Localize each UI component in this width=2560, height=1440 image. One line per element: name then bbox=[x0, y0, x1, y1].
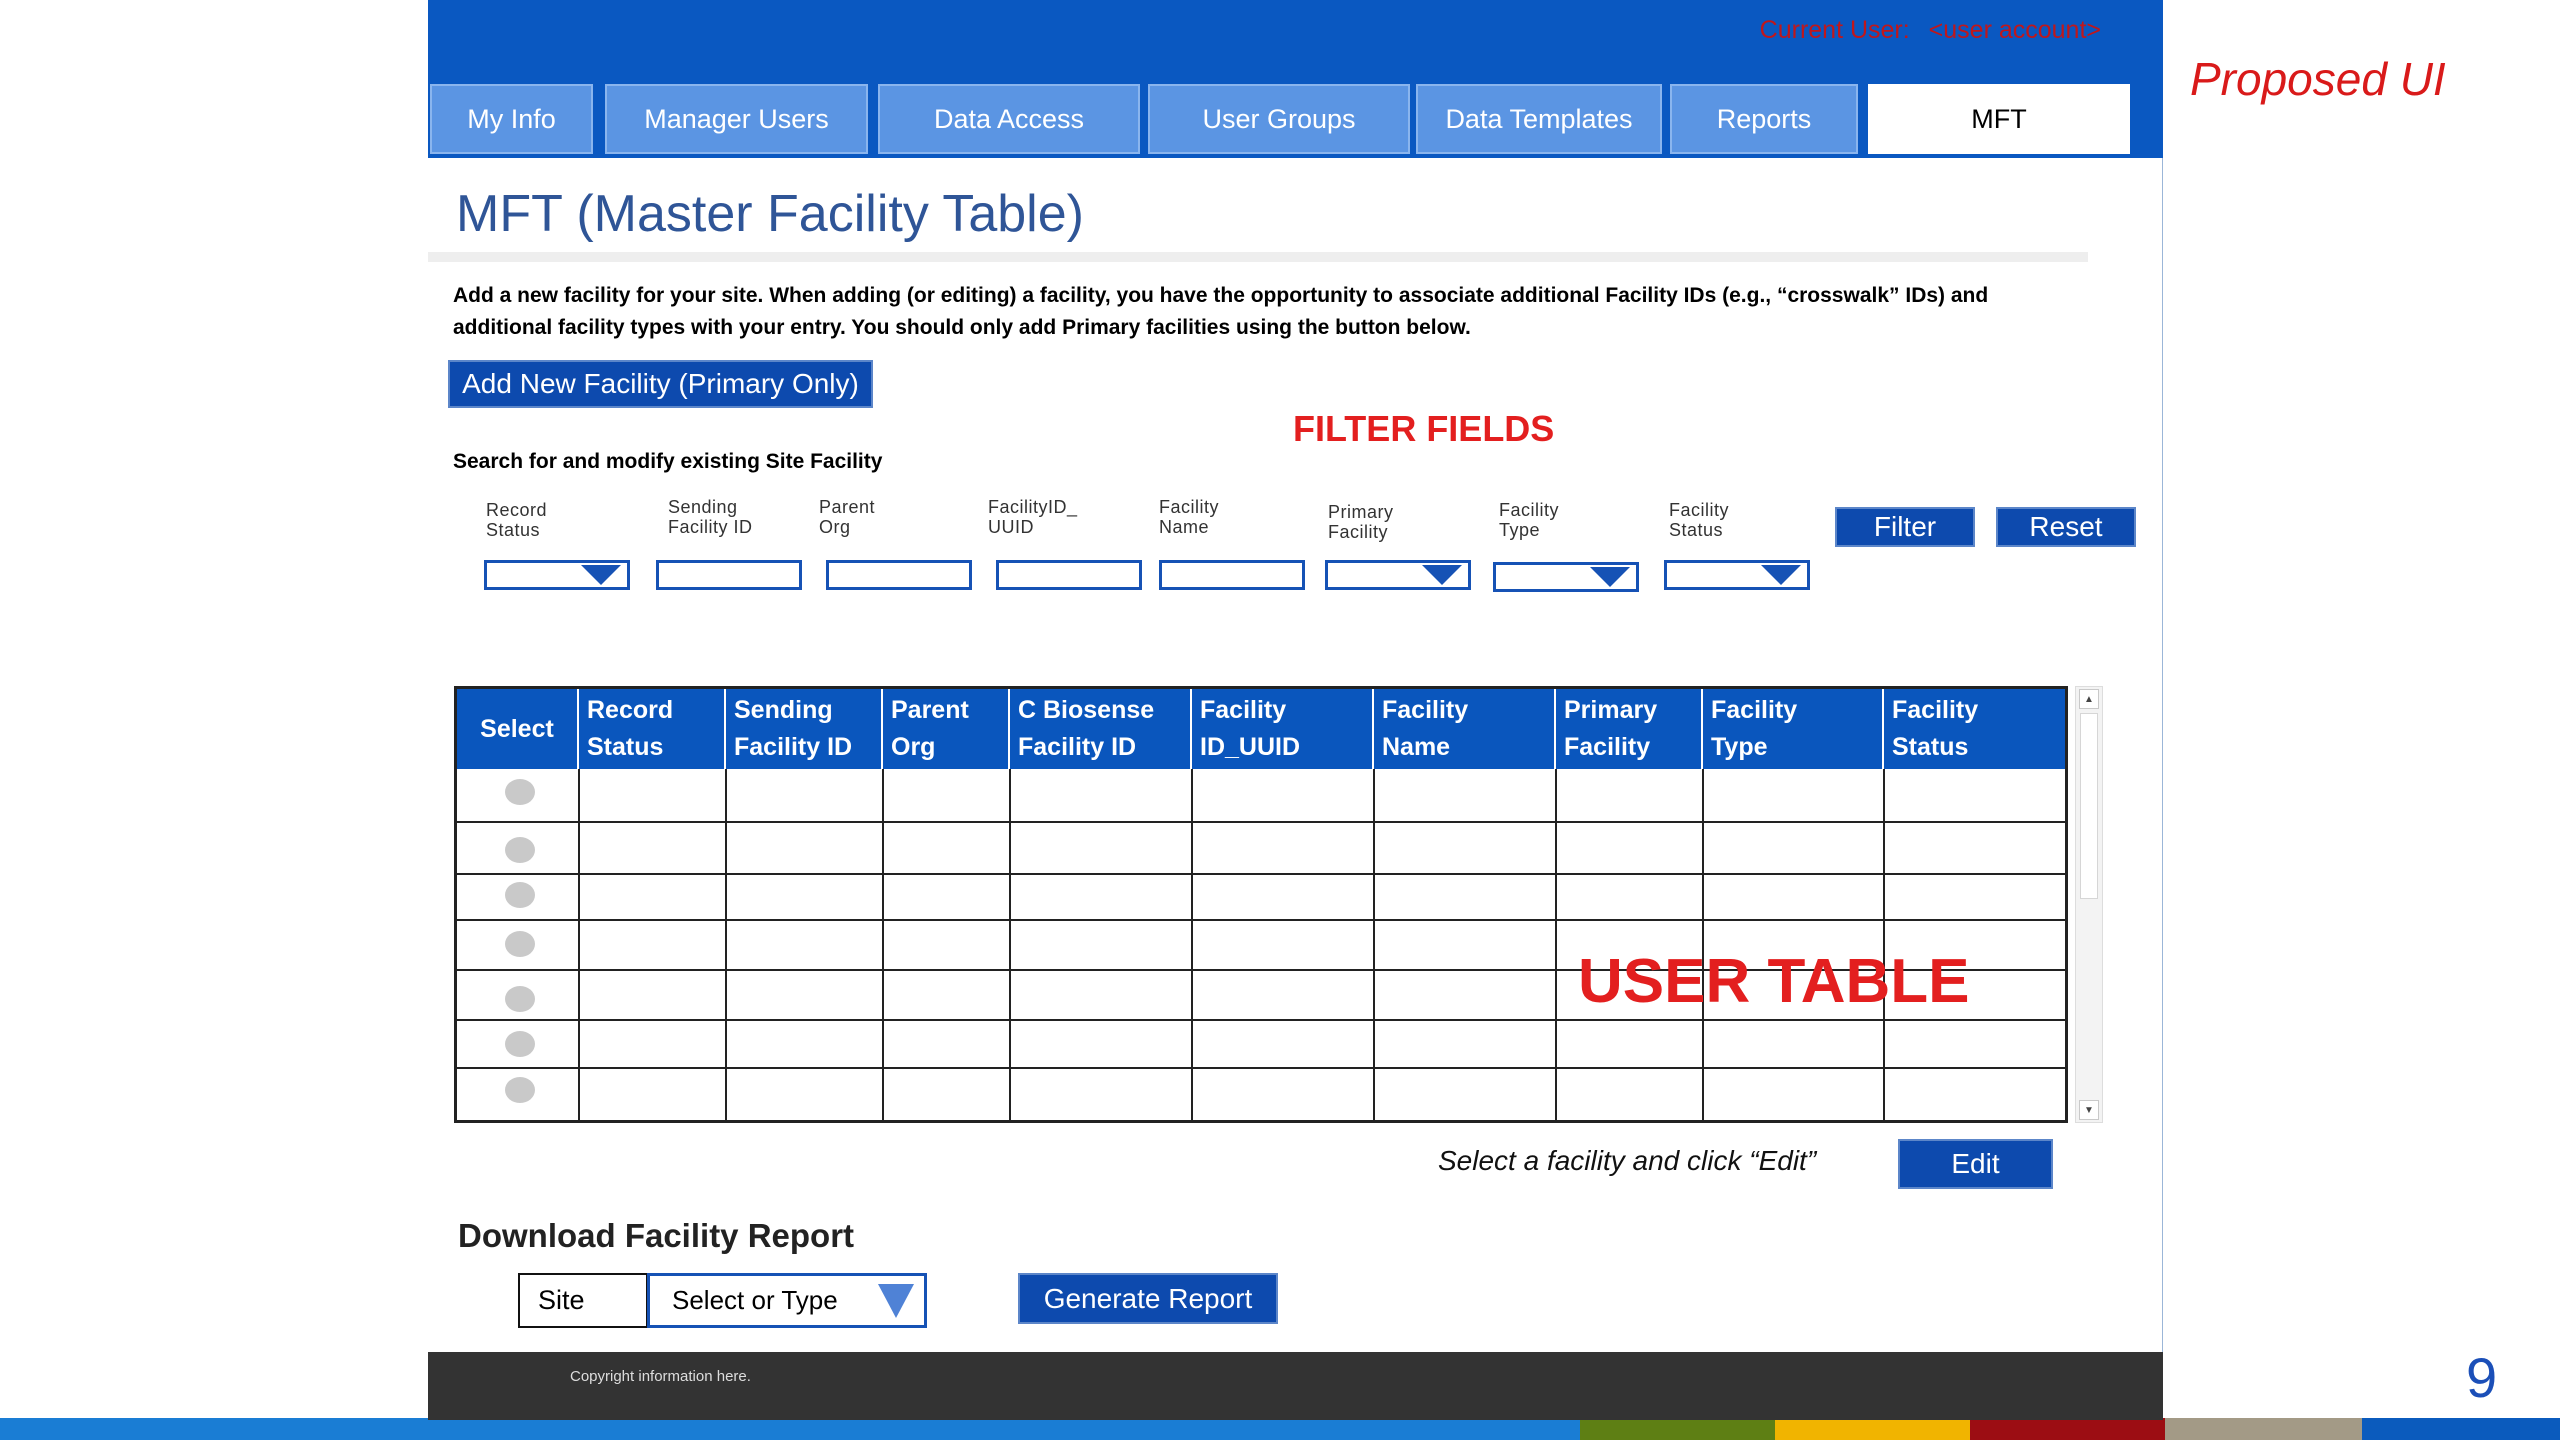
column-header-primary-facility: Primary Facility bbox=[1556, 689, 1703, 769]
scroll-up-arrow-icon[interactable]: ▲ bbox=[2079, 689, 2099, 709]
column-header-sending-facility-id: Sending Facility ID bbox=[726, 689, 883, 769]
table-header bbox=[457, 689, 2065, 769]
chevron-down-icon bbox=[1761, 565, 1801, 585]
current-user-value: <user account> bbox=[1928, 16, 2101, 44]
intro-text: Add a new facility for your site. When adding (or editing) a facility, you have the opportunity to associate additional Facility IDs (e.g., “crosswalk” IDs) and additional facility types with your entry. You should only add Primary facilities using the button below. bbox=[453, 284, 1989, 339]
row-select-radio[interactable] bbox=[505, 779, 535, 805]
filter-label-facility-name: Facility Name bbox=[1159, 497, 1220, 537]
site-scope-field[interactable]: Site bbox=[518, 1273, 648, 1328]
row-select-radio[interactable] bbox=[505, 1077, 535, 1103]
row-select-radio[interactable] bbox=[505, 882, 535, 908]
filter-record-status-select[interactable] bbox=[484, 560, 630, 590]
mft-page-mockup bbox=[428, 0, 2163, 1420]
table-row[interactable] bbox=[457, 1067, 2065, 1120]
filter-label-facility-status: Facility Status bbox=[1669, 500, 1730, 540]
tab-reports[interactable]: Reports bbox=[1670, 84, 1858, 154]
column-header-facility-id-uuid: Facility ID_UUID bbox=[1192, 689, 1374, 769]
filter-facility-id-uuid-input[interactable] bbox=[996, 560, 1142, 590]
table-row[interactable] bbox=[457, 769, 2065, 821]
add-new-facility-button[interactable]: Add New Facility (Primary Only) bbox=[448, 360, 873, 408]
table-row[interactable] bbox=[457, 821, 2065, 873]
filter-label-facility-id-uuid: FacilityID_ UUID bbox=[988, 497, 1078, 537]
table-scrollbar[interactable] bbox=[2075, 686, 2103, 1123]
scroll-down-arrow-icon[interactable]: ▼ bbox=[2079, 1100, 2099, 1120]
user-table-annotation: USER TABLE bbox=[1578, 947, 1970, 1016]
chevron-down-icon bbox=[878, 1284, 914, 1318]
color-strip-segment bbox=[1580, 1418, 1775, 1440]
tab-data-templates[interactable]: Data Templates bbox=[1416, 84, 1662, 154]
slide-bottom-color-strip bbox=[0, 1418, 2560, 1440]
generate-report-button[interactable]: Generate Report bbox=[1018, 1273, 1278, 1324]
facility-table bbox=[454, 686, 2068, 1123]
column-header-c-biosense-facility-id: C Biosense Facility ID bbox=[1010, 689, 1192, 769]
filter-label-facility-type: Facility Type bbox=[1499, 500, 1560, 540]
main-nav-tabs bbox=[430, 84, 2155, 154]
table-row[interactable] bbox=[457, 873, 2065, 919]
row-select-radio[interactable] bbox=[505, 931, 535, 957]
column-header-facility-type: Facility Type bbox=[1703, 689, 1884, 769]
scrollbar-thumb[interactable] bbox=[2080, 713, 2098, 899]
row-select-radio[interactable] bbox=[505, 837, 535, 863]
color-strip-segment bbox=[2165, 1418, 2362, 1440]
tab-mft[interactable]: MFT bbox=[1868, 84, 2130, 154]
filter-label-parent-org: Parent Org bbox=[819, 497, 876, 537]
color-strip-segment bbox=[2362, 1418, 2560, 1440]
edit-hint-text: Select a facility and click “Edit” bbox=[1438, 1145, 1817, 1176]
color-strip-segment bbox=[1970, 1418, 2165, 1440]
chevron-down-icon bbox=[581, 565, 621, 585]
page-title: MFT (Master Facility Table) bbox=[456, 185, 1084, 243]
current-user-indicator bbox=[1760, 16, 2101, 45]
chevron-down-icon bbox=[1422, 565, 1462, 585]
column-header-facility-status: Facility Status bbox=[1892, 696, 1979, 761]
app-header bbox=[428, 0, 2163, 158]
color-strip-segment bbox=[0, 1418, 1580, 1440]
app-footer bbox=[428, 1352, 2163, 1420]
tab-my-info[interactable]: My Info bbox=[430, 84, 593, 154]
reset-button[interactable]: Reset bbox=[1996, 507, 2136, 547]
row-select-radio[interactable] bbox=[505, 1031, 535, 1057]
tab-data-access[interactable]: Data Access bbox=[878, 84, 1140, 154]
filter-parent-org-input[interactable] bbox=[826, 560, 972, 590]
copyright-text: Copyright information here. bbox=[570, 1368, 751, 1385]
color-strip-segment bbox=[1775, 1418, 1970, 1440]
tab-manager-users[interactable]: Manager Users bbox=[605, 84, 868, 154]
tab-user-groups[interactable]: User Groups bbox=[1148, 84, 1410, 154]
filter-primary-facility-select[interactable] bbox=[1325, 560, 1471, 590]
filter-label-sending-facility-id: Sending Facility ID bbox=[668, 497, 753, 537]
current-user-label: Current User: bbox=[1759, 16, 1910, 44]
table-row[interactable] bbox=[457, 1019, 2065, 1067]
title-divider bbox=[428, 252, 2088, 262]
filter-facility-type-select[interactable] bbox=[1493, 562, 1639, 592]
proposed-ui-label: Proposed UI bbox=[2190, 53, 2446, 105]
column-header-select: Select bbox=[457, 689, 579, 769]
report-type-placeholder: Select or Type bbox=[672, 1285, 838, 1315]
edit-button[interactable]: Edit bbox=[1898, 1139, 2053, 1189]
download-report-title: Download Facility Report bbox=[458, 1217, 855, 1254]
filter-fields-annotation: FILTER FIELDS bbox=[1293, 408, 1555, 449]
report-type-select[interactable] bbox=[647, 1273, 927, 1328]
filter-button[interactable]: Filter bbox=[1835, 507, 1975, 547]
column-header-parent-org: Parent Org bbox=[883, 689, 1010, 769]
filter-label-primary-facility: Primary Facility bbox=[1328, 502, 1394, 542]
table-body bbox=[457, 769, 2065, 1120]
row-select-radio[interactable] bbox=[505, 986, 535, 1012]
search-section-label: Search for and modify existing Site Facility bbox=[453, 450, 883, 473]
filter-sending-facility-id-input[interactable] bbox=[656, 560, 802, 590]
column-header-facility-name: Facility Name bbox=[1374, 689, 1556, 769]
slide-page-number: 9 bbox=[2466, 1346, 2498, 1409]
chevron-down-icon bbox=[1590, 567, 1630, 587]
filter-facility-status-select[interactable] bbox=[1664, 560, 1810, 590]
filter-label-record-status: Record Status bbox=[486, 500, 548, 540]
filter-facility-name-input[interactable] bbox=[1159, 560, 1305, 590]
column-header-record-status: Record Status bbox=[579, 689, 726, 769]
